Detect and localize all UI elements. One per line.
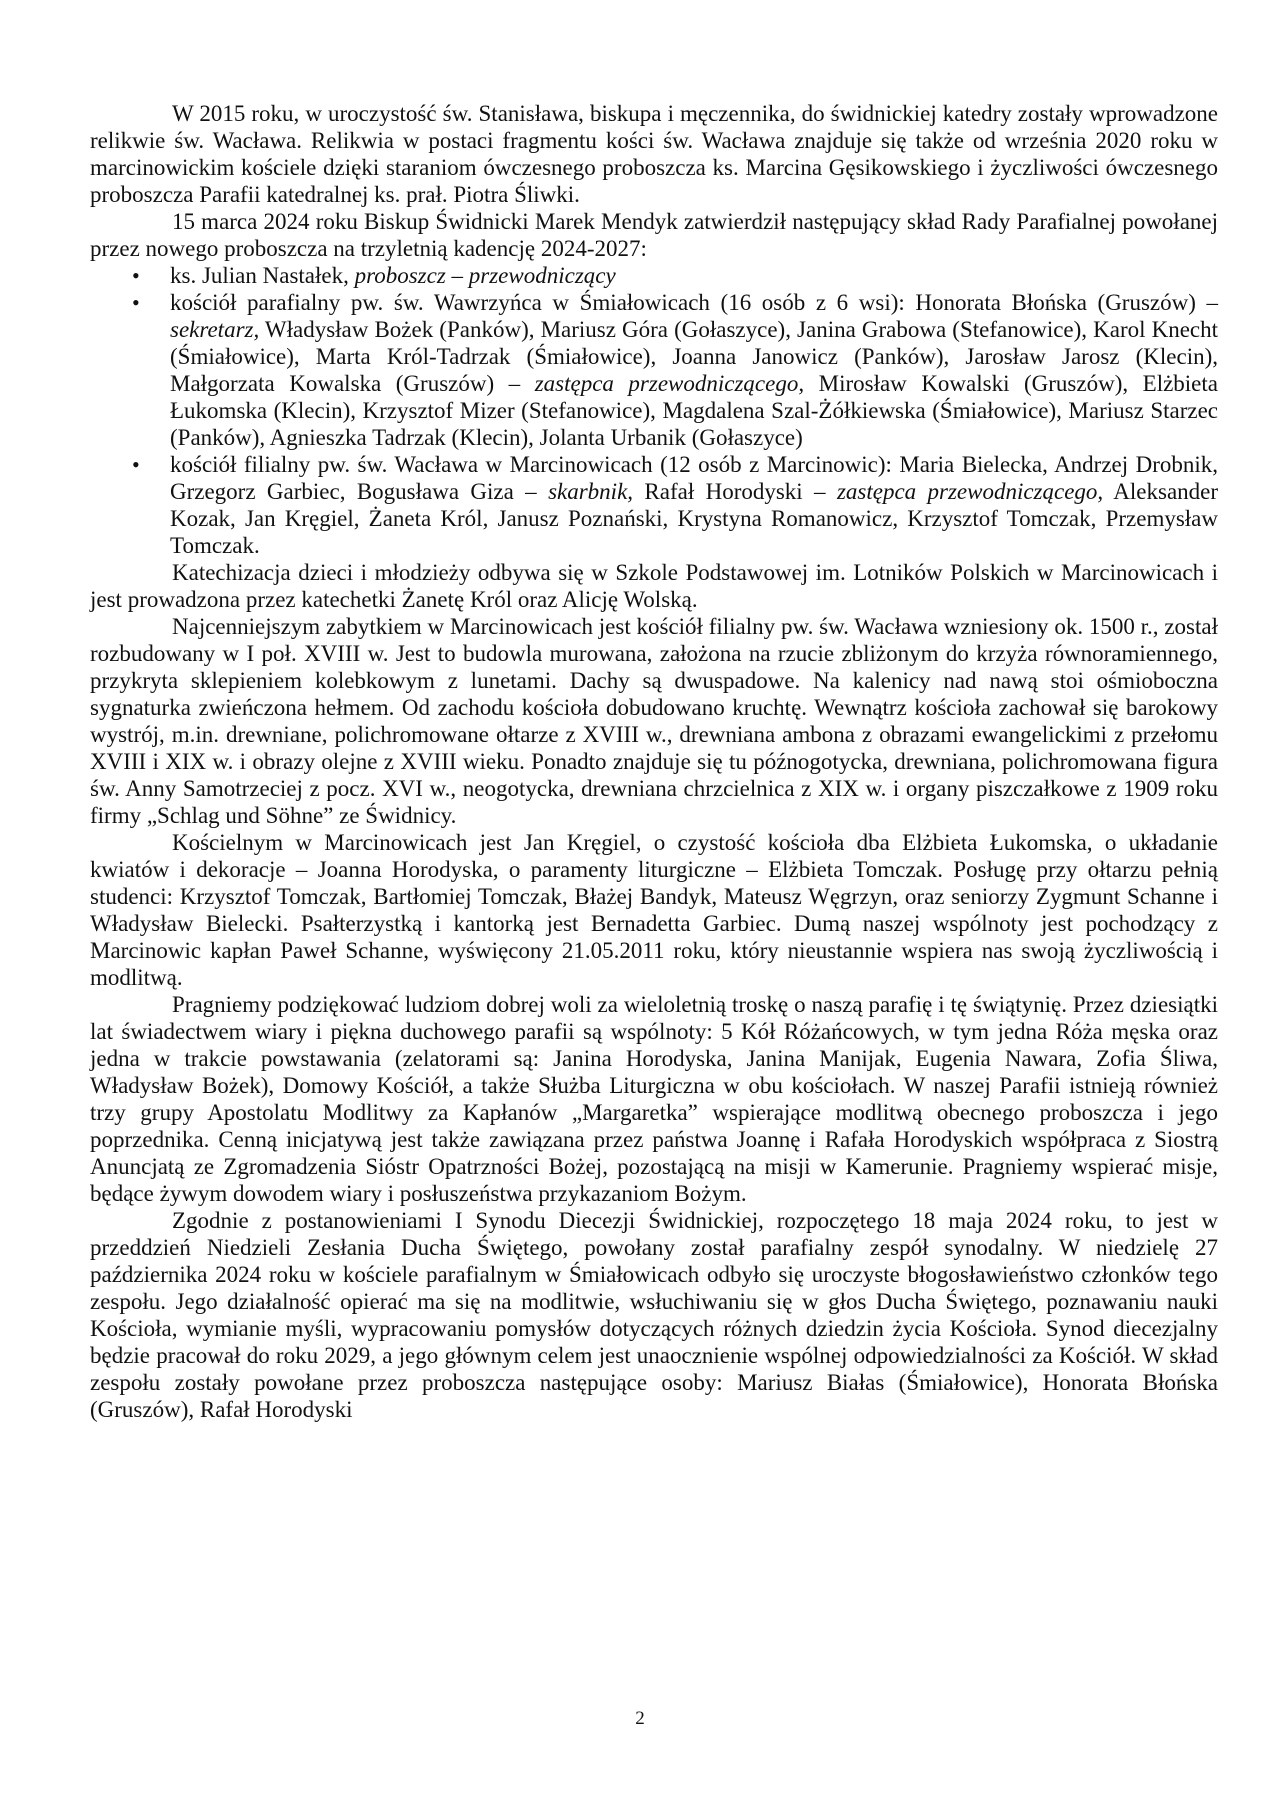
paragraph-relics: W 2015 roku, w uroczystość św. Stanisława, biskupa i męczennika, do świdnickiej katedry zostały wprowadzone relikwie św. Wacława. Relikwia w postaci fragmentu kości św. Wacława znajduje się także od września 2020 roku w marcinowickim kościele dzięki staraniom ówczesnego proboszcza ks. Marcina Gęsikowskiego i życzliwości ówczesnego proboszcza Parafii katedralnej ks. prał. Piotra Śliwki. — [90, 101, 1218, 207]
filial-members-part2: Rafał Horodyski – — [644, 479, 826, 504]
paragraph-gratitude: Pragniemy podziękować ludziom dobrej woli za wieloletnią troskę o naszą parafię i tę świątynię. Przez dziesiątki lat świadectwem wiary i piękna duchowego parafii są wspólnoty: 5 Kół Różańcowych, w tym jedna Róża męska oraz jedna w trakcie powstawania (zelatorami są: Janina Horodyska, Janina Manijak, Eugenia Nawara, Zofia Śliwa, Władysław Bożek), Domowy Kościół, a także Służba Liturgiczna w obu kościołach. W naszej Parafii istnieją również trzy grupy Apostolatu Modlitwy za Kapłanów „Margaretka” wspierające modlitwą obecnego proboszcza i jego poprzednika. Cenną inicjatywą jest także zawiązana przez państwa Joannę i Rafała Horodyskich współpraca z Siostrą Anuncjatą ze Zgromadzenia Sióstr Opatrzności Bożej, pozostającą na misji w Kamerunie. Pragniemy wspierać misje, będące żywym dowodem wiary i posłuszeństwa przykazaniom Bożym. — [90, 992, 1218, 1206]
paragraph-parish-council-intro: 15 marca 2024 roku Biskup Świdnicki Marek Mendyk zatwierdził następujący skład Rady Parafialnej powołanej przez nowego proboszcza na trzyletnią kadencję 2024-2027: — [90, 209, 1218, 261]
role-secretary: sekretarz, — [170, 317, 260, 342]
paragraph-catechesis: Katechizacja dzieci i młodzieży odbywa się w Szkole Podstawowej im. Lotników Polskich w Marcinowicach i jest prowadzona przez katechetki Żanetę Król oraz Alicję Wolską. — [90, 560, 1218, 612]
role-treasurer: skarbnik, — [548, 479, 634, 504]
parish-members-part2: Władysław Bożek (Panków), Mariusz Góra (Gołaszyce), Janina Grabowa (Stefanowice), Karol Knecht (Śmiałowice), Marta Król-Tadrzak (Śmiałowice), Joanna Janowicz (Panków), Jarosław Jarosz (Klecin), Małgorzata Kowalska (Gruszów) – — [170, 317, 1218, 396]
filial-members-part1: kościół filialny pw. św. Wacława w Marcinowicach (12 osób z Marcinowic): Maria Bielecka, Andrzej Drobnik, Grzegorz Garbiec, Bogusława Giza – — [170, 452, 1218, 504]
filial-members-part3: Aleksander Kozak, Jan Kręgiel, Żaneta Król, Janusz Poznański, Krystyna Romanowicz, Krzysztof Tomczak, Przemysław Tomczak. — [170, 479, 1219, 558]
paragraph-church-monument: Najcenniejszym zabytkiem w Marcinowicach jest kościół filialny pw. św. Wacława wzniesiony ok. 1500 r., został rozbudowany w I poł. XVIII w. Jest to budowla murowana, założona na rzucie zbliżonym do krzyża równoramiennego, przykryta sklepieniem kolebkowym z lunetami. Dachy są dwuspadowe. Na kalenicy nad nawą stoi ośmioboczna sygnaturka zwieńczona hełmem. Od zachodu kościoła dobudowano kruchtę. Wewnątrz kościoła zachował się barokowy wystrój, m.in. drewniane, polichromowane ołtarze z XVIII w., drewniana ambona z obrazami ewangelickimi z przełomu XVIII i XIX w. i obrazy olejne z XVIII wieku. Ponadto znajduje się tu późnogotycka, drewniana, polichromowana figura św. Anny Samotrzeciej z pocz. XVI w., neogotycka, drewniana chrzcielnica z XIX w. i organy piszczałkowe z 1909 roku firmy „Schlag und Söhne” ze Świdnicy. — [90, 614, 1218, 828]
list-item-filial-church — [90, 451, 1218, 559]
parish-members-part3: Mirosław Kowalski (Gruszów), Elżbieta Łukomska (Klecin), Krzysztof Mizer (Stefanowice), Magdalena Szal-Żółkiewska (Śmiałowice), Mariusz Starzec (Panków), Agnieszka Tadrzak (Klecin), Jolanta Urbanik (Gołaszyce) — [170, 371, 1218, 450]
role-deputy-chair-filial: zastępca przewodniczącego, — [836, 479, 1104, 504]
paragraph-church-staff: Kościelnym w Marcinowicach jest Jan Kręgiel, o czystość kościoła dba Elżbieta Łukomska, o układanie kwiatów i dekoracje – Joanna Horodyska, o paramenty liturgiczne – Elżbieta Tomczak. Posługę przy ołtarzu pełnią studenci: Krzysztof Tomczak, Bartłomiej Tomczak, Błażej Bandyk, Mateusz Węgrzyn, oraz seniorzy Zygmunt Schanne i Władysław Bielecki. Psałterzystką i kantorką jest Bernadetta Garbiec. Dumą naszej wspólnoty jest pochodzący z Marcinowic kapłan Paweł Schanne, wyświęcony 21.05.2011 roku, który nieustannie wspiera nas swoją życzliwością i modlitwą. — [90, 830, 1218, 990]
council-list — [90, 262, 1218, 559]
paragraph-synod: Zgodnie z postanowieniami I Synodu Diecezji Świdnickiej, rozpoczętego 18 maja 2024 roku, to jest w przeddzień Niedzieli Zesłania Ducha Świętego, powołany został parafialny zespół synodalny. W niedzielę 27 października 2024 roku w kościele parafialnym w Śmiałowicach odbyło się uroczyste błogosławieństwo członków tego zespołu. Jego działalność opierać ma się na modlitwie, wsłuchiwaniu się w głos Ducha Świętego, poznawaniu nauki Kościoła, wymianie myśli, wypracowaniu pomysłów dotyczących różnych dziedzin życia Kościoła. Synod diecezjalny będzie pracował do roku 2029, a jego głównym celem jest unaocznienie wspólnej odpowiedzialności za Kościół. W skład zespołu zostały powołane przez proboszcza następujące osoby: Mariusz Białas (Śmiałowice), Honorata Błońska (Gruszów), Rafał Horodyski — [90, 1208, 1218, 1422]
parish-members-part1: kościół parafialny pw. św. Wawrzyńca w Śmiałowicach (16 osób z 6 wsi): Honorata Błońska (Gruszów) – — [170, 290, 1218, 315]
pastor-role: proboszcz – przewodniczący — [354, 263, 616, 288]
list-item-parish-church — [90, 289, 1218, 451]
list-item-pastor — [90, 262, 1218, 289]
role-deputy-chair: zastępca przewodniczącego, — [534, 371, 805, 396]
pastor-name: ks. Julian Nastałek, — [170, 263, 349, 288]
page-number: 2 — [635, 1708, 645, 1729]
